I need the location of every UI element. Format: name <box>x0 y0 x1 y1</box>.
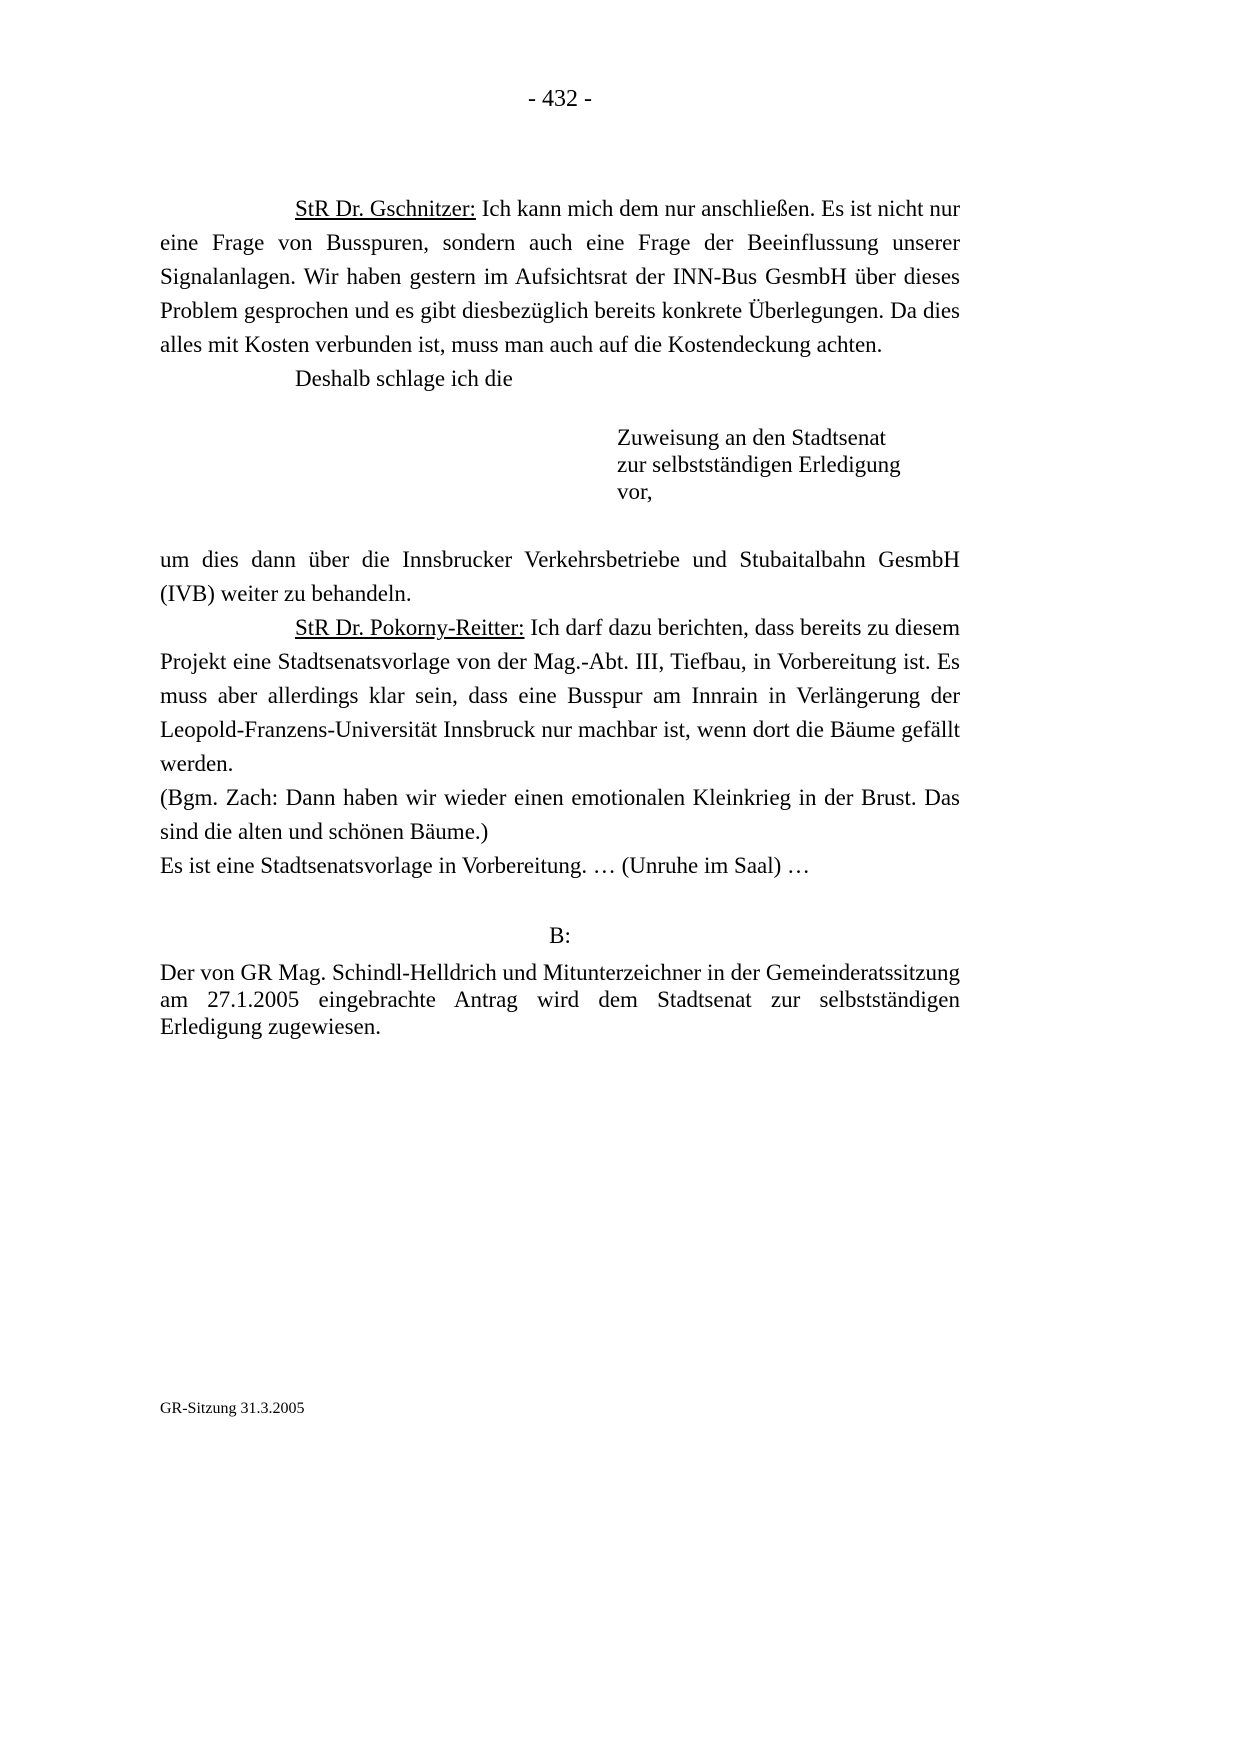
page-number: - 432 - <box>528 86 592 112</box>
speaker-text-gschnitzer: Ich kann mich dem nur anschließen. Es ist nicht nur eine Frage von Busspuren, sondern auch eine Frage der Beeinflussung unserer Signalanlagen. Wir haben gestern im Aufsichtsrat der INN-Bus GesmbH über dieses Problem gesprochen und es gibt diesbezüglich bereits konkrete Überlegungen. Da dies alles mit Kosten verbunden ist, muss man auch auf die Kostendeckung achten. <box>160 196 960 357</box>
paragraph-gschnitzer <box>160 192 960 362</box>
speaker-text-pokorny: Ich darf dazu berichten, dass bereits zu diesem Projekt eine Stadtsenatsvorlage von der Mag.-Abt. III, Tiefbau, in Vorbereitung ist. Es muss aber allerdings klar sein, dass eine Busspur am Innrain in Verlängerung der Leopold-Franzens-Universität Innsbruck nur machbar ist, wenn dort die Bäume gefällt werden. <box>160 615 960 776</box>
resolution-block <box>617 424 960 505</box>
resolution-line-1: Zuweisung an den Stadtsenat <box>617 425 886 450</box>
line-deshalb: Deshalb schlage ich die <box>295 366 513 391</box>
paragraph-pokorny <box>160 611 960 781</box>
paragraph-es-ist: Es ist eine Stadtsenatsvorlage in Vorbereitung. … (Unruhe im Saal) … <box>160 853 811 878</box>
page-content <box>160 82 960 1040</box>
beschluss-label: B: <box>549 923 571 948</box>
speaker-name-gschnitzer: StR Dr. Gschnitzer: <box>295 196 476 221</box>
resolution-line-2: zur selbstständigen Erledigung <box>617 452 901 477</box>
paragraph-um-dies: um dies dann über die Innsbrucker Verkehrsbetriebe und Stubaitalbahn GesmbH (IVB) weiter zu behandeln. <box>160 547 960 606</box>
paragraph-bgm-zach: (Bgm. Zach: Dann haben wir wieder einen emotionalen Kleinkrieg in der Brust. Das sind die alten und schönen Bäume.) <box>160 785 960 844</box>
paragraph-beschluss: Der von GR Mag. Schindl-Helldrich und Mitunterzeichner in der Gemeinderatssitzung am 27.1.2005 eingebrachte Antrag wird dem Stadtsenat zur selbstständigen Erledigung zugewiesen. <box>160 960 960 1039</box>
page-footer: GR-Sitzung 31.3.2005 <box>160 1400 305 1417</box>
resolution-line-3: vor, <box>617 479 653 504</box>
speaker-name-pokorny: StR Dr. Pokorny-Reitter: <box>295 615 525 640</box>
